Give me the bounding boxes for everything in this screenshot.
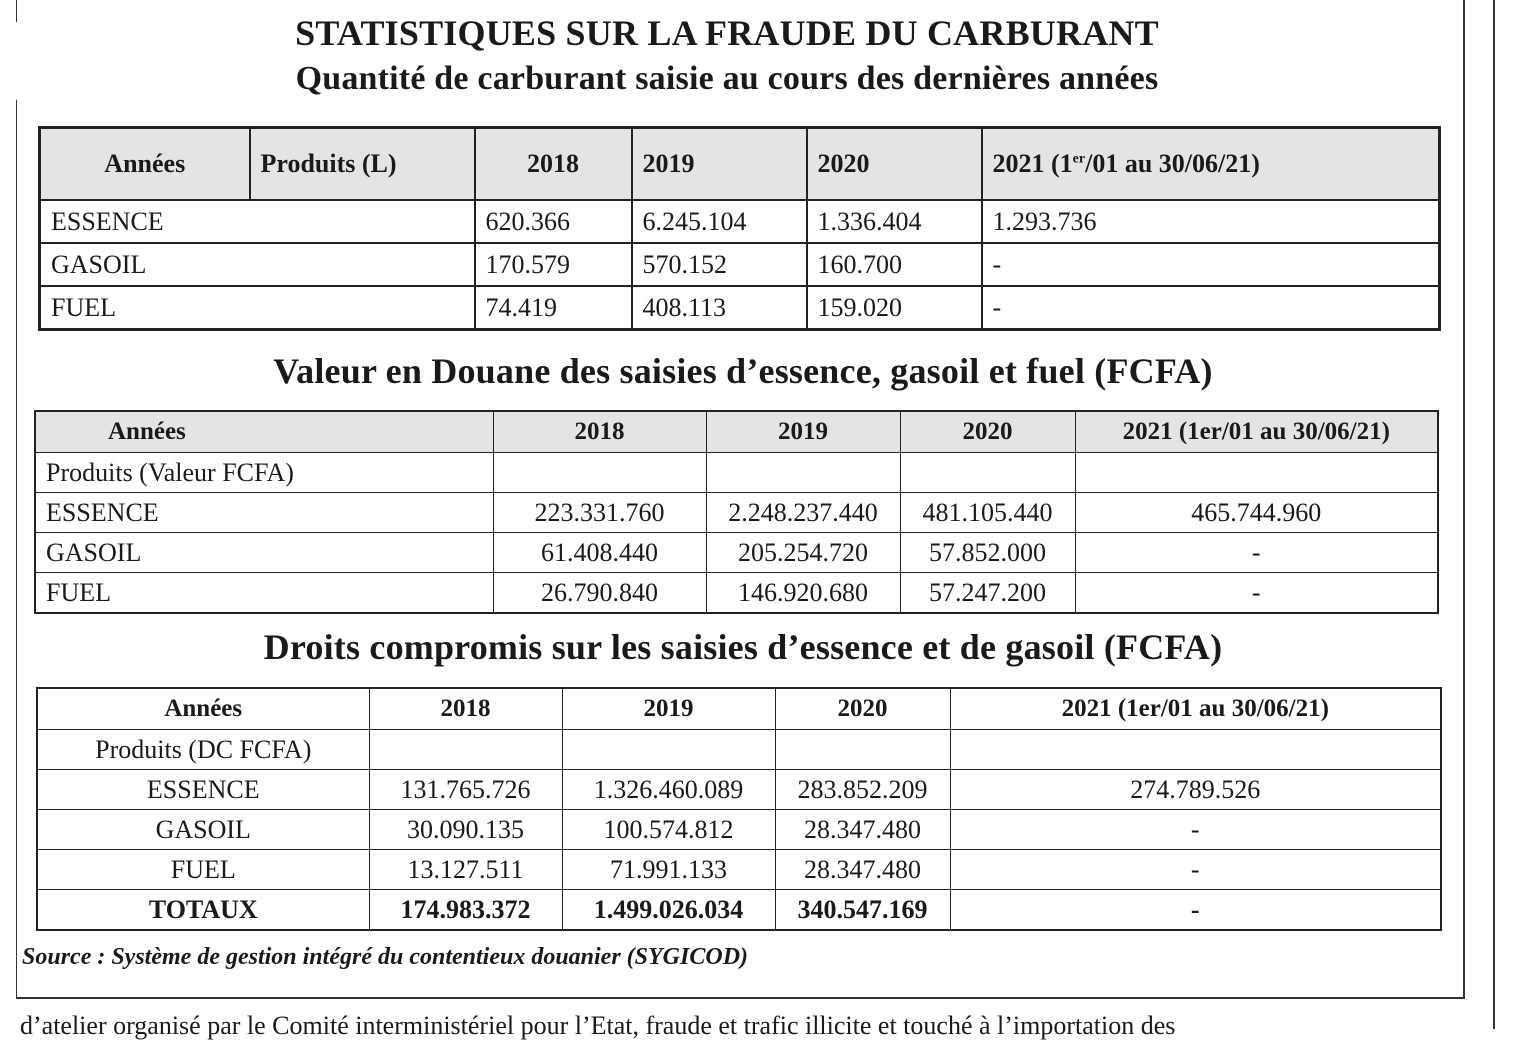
table-row	[35, 493, 1438, 533]
cell-empty	[562, 730, 775, 770]
header-2021-text-end: /01 au 30/06/21)	[1085, 149, 1260, 178]
header-2018: 2018	[369, 688, 562, 730]
row-label: FUEL	[35, 573, 493, 614]
header-2019: 2019	[706, 411, 900, 453]
duties-table	[36, 687, 1442, 931]
cell-2019: 146.920.680	[706, 573, 900, 614]
header-2021: 2021 (1er/01 au 30/06/21)	[1075, 411, 1438, 453]
section-title-duties: Droits compromis sur les saisies d’essence et de gasoil (FCFA)	[263, 627, 1223, 667]
source-note: Source : Système de gestion intégré du contentieux douanier (SYGICOD)	[22, 944, 749, 970]
cell-2018: 30.090.135	[369, 810, 562, 850]
row-label: GASOIL	[40, 243, 475, 286]
cell-2019: 205.254.720	[706, 533, 900, 573]
cell-2021: -	[982, 286, 1440, 330]
header-2021-superscript: er	[1072, 151, 1086, 167]
table-row	[37, 730, 1441, 770]
header-produits: Produits (L)	[250, 128, 475, 201]
produits-label: Produits (DC FCFA)	[37, 730, 369, 770]
header-2021: 2021 (1er/01 au 30/06/21)	[950, 688, 1441, 730]
cell-2021: 1.293.736	[982, 200, 1440, 243]
cell-empty	[950, 730, 1441, 770]
header-2021-text: 2021 (1	[992, 149, 1073, 178]
cell-2020: 28.347.480	[775, 810, 950, 850]
table-row	[35, 453, 1438, 493]
header-2019: 2019	[632, 128, 807, 201]
cell-2020: 283.852.209	[775, 770, 950, 810]
cell-empty	[1075, 453, 1438, 493]
header-2019: 2019	[562, 688, 775, 730]
row-label: ESSENCE	[40, 200, 475, 243]
cut-off-body-text: d’atelier organisé par le Comité interministériel pour l’Etat, fraude et trafic illicite et touché à l’importation des	[20, 1011, 1176, 1040]
cell-2020: 57.247.200	[900, 573, 1075, 614]
table-row	[37, 810, 1441, 850]
cell-2018: 223.331.760	[493, 493, 706, 533]
table-row	[40, 200, 1440, 243]
table-row	[37, 850, 1441, 890]
cell-2019: 570.152	[632, 243, 807, 286]
cell-2019: 1.499.026.034	[562, 890, 775, 931]
total-row	[37, 890, 1441, 931]
cell-2019: 2.248.237.440	[706, 493, 900, 533]
cell-2021: -	[1075, 533, 1438, 573]
row-label: FUEL	[40, 286, 475, 330]
quantity-table	[38, 126, 1441, 331]
cell-2018: 61.408.440	[493, 533, 706, 573]
customs-value-table	[34, 410, 1439, 614]
cell-2021: -	[950, 850, 1441, 890]
header-annees: Années	[40, 128, 250, 201]
cell-empty	[900, 453, 1075, 493]
cell-2020: 340.547.169	[775, 890, 950, 931]
row-label: GASOIL	[37, 810, 369, 850]
header-2020: 2020	[807, 128, 982, 201]
cell-2019: 1.326.460.089	[562, 770, 775, 810]
cell-2021: -	[982, 243, 1440, 286]
cell-2021: -	[1075, 573, 1438, 614]
cell-2019: 408.113	[632, 286, 807, 330]
row-label: ESSENCE	[37, 770, 369, 810]
table-row	[40, 243, 1440, 286]
cell-2018: 131.765.726	[369, 770, 562, 810]
cell-2021: 274.789.526	[950, 770, 1441, 810]
cell-2021: -	[950, 890, 1441, 931]
cell-2020: 160.700	[807, 243, 982, 286]
table-row	[35, 573, 1438, 614]
cell-2018: 13.127.511	[369, 850, 562, 890]
cell-2020: 57.852.000	[900, 533, 1075, 573]
cell-empty	[706, 453, 900, 493]
header-2018: 2018	[475, 128, 632, 201]
row-label: GASOIL	[35, 533, 493, 573]
cell-2018: 170.579	[475, 243, 632, 286]
page-edge-line	[1493, 0, 1495, 1029]
header-2020: 2020	[900, 411, 1075, 453]
table-header-row	[35, 411, 1438, 453]
main-title: STATISTIQUES SUR LA FRAUDE DU CARBURANT	[295, 13, 1159, 53]
table-header-row	[40, 128, 1440, 201]
cell-2018: 74.419	[475, 286, 632, 330]
frame-line	[1463, 0, 1465, 998]
header-2020: 2020	[775, 688, 950, 730]
row-label: FUEL	[37, 850, 369, 890]
cell-2021: 465.744.960	[1075, 493, 1438, 533]
cell-2018: 620.366	[475, 200, 632, 243]
cell-2019: 71.991.133	[562, 850, 775, 890]
table-row	[40, 286, 1440, 330]
table-row	[35, 533, 1438, 573]
row-label: ESSENCE	[35, 493, 493, 533]
subtitle-quantity: Quantité de carburant saisie au cours des dernières années	[295, 60, 1159, 97]
cell-empty	[369, 730, 562, 770]
cell-2020: 1.336.404	[807, 200, 982, 243]
header-annees: Années	[35, 411, 493, 453]
cell-2018: 174.983.372	[369, 890, 562, 931]
row-label: TOTAUX	[37, 890, 369, 931]
cell-empty	[493, 453, 706, 493]
cell-2020: 28.347.480	[775, 850, 950, 890]
cell-2018: 26.790.840	[493, 573, 706, 614]
header-2021	[982, 128, 1440, 201]
cell-2019: 6.245.104	[632, 200, 807, 243]
cell-2020: 159.020	[807, 286, 982, 330]
cell-2019: 100.574.812	[562, 810, 775, 850]
frame-line	[16, 997, 1465, 999]
section-title-value: Valeur en Douane des saisies d’essence, gasoil et fuel (FCFA)	[273, 351, 1213, 391]
header-annees: Années	[37, 688, 369, 730]
cell-empty	[775, 730, 950, 770]
table-row	[37, 770, 1441, 810]
cell-2021: -	[950, 810, 1441, 850]
frame-line	[16, 100, 17, 998]
cell-2020: 481.105.440	[900, 493, 1075, 533]
table-header-row	[37, 688, 1441, 730]
produits-label: Produits (Valeur FCFA)	[35, 453, 493, 493]
header-2018: 2018	[493, 411, 706, 453]
